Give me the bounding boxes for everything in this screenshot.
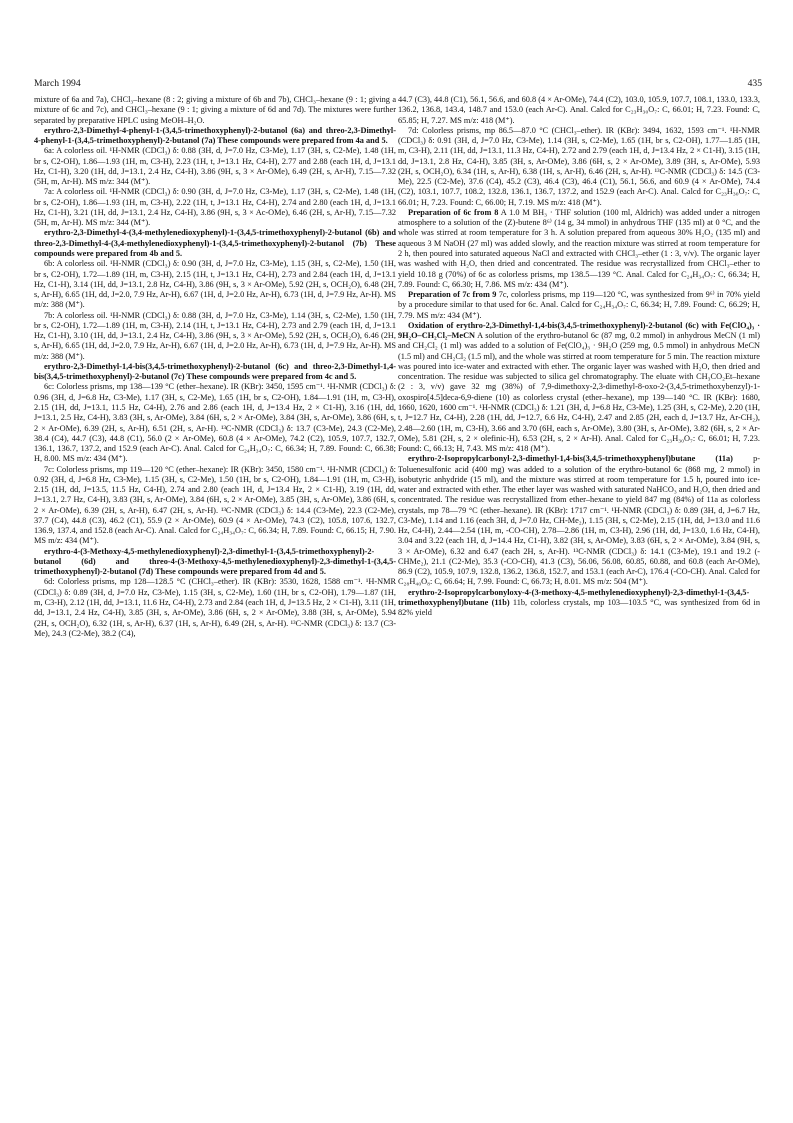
paragraph bbox=[398, 454, 760, 587]
page-number: 435 bbox=[747, 78, 762, 89]
compound-heading: erythro-4-(3-Methoxy-4,5-methylenedioxyphenyl)-2,3-dimethyl-1-(3,4,5-trimethoxyphenyl)-2-butanol (6d) and threo-4-(3-Methoxy-4,5-methylenedioxyphenyl)-2,3-dimethyl-1-(3,4,5-trimethoxyphenyl)-2-butanol (7d) These compounds were prepared from 4d and 5. bbox=[34, 546, 396, 577]
paragraph-label: Preparation of 7c from 9 bbox=[408, 290, 497, 300]
paragraph: mixture of 6a and 7a), CHCl₃–hexane (8 : 2; giving a mixture of 6b and 7b), CHCl₃–hexane (9 : 1; giving a mixture of 6c and 7c), and CHCl₃–hexane (9 : 1; giving a mixture of 6d and 7d). The mixtures were further separated by preparative HPLC using MeOH–H₂O. bbox=[34, 95, 396, 125]
paragraph-label: Oxidation of erythro-2,3-Dimethyl-1,4-bis(3,4,5-trimethoxyphenyl)-2-butanol (6c) with Fe(ClO₄)₃ · 9H₂O–CH₂Cl₂–MeCN bbox=[398, 320, 760, 341]
paragraph: 7c: Colorless prisms, mp 119—120 °C (ether–hexane): IR (KBr): 3450, 1580 cm⁻¹. ¹H-NMR (CDCl₃) δ: 0.92 (3H, d, J=6.8 Hz, C3-Me), 1.15 (3H, s, C2-Me), 1.50 (1H, br s, C2-OH), 1.84—1.91 (1H, m, C3-H), 2.15 (1H, dd, J=13.5, 11.5 Hz, C4-H), 2.74 and 2.80 (each 1H, d, J=13.4 Hz, 2 × C1-H), 3.19 (1H, dd, J=13.1, 2.7 Hz, C4-H), 3.83 (3H, s, Ar-OMe), 3.84 (6H, s, 2 × Ar-OMe), 3.85 (3H, s, Ar-OMe), 3.86 (6H, s, 2 × Ar-OMe), 6.39 (2H, s, Ar-H), 6.47 (2H, s, Ar-H). ¹³C-NMR (CDCl₃) δ: 14.4 (C3-Me), 22.3 (C2-Me), 37.7 (C4), 44.8 (C3), 46.2 (C1), 55.9 (2 × Ar-OMe), 60.9 (4 × Ar-OMe), 74.3 (C2), 105.8, 107.6, 132.7, 136.9, 137.4, and 152.8 (each Ar-C). Anal. Calcd for C₂₄H₃₄O₇: C, 66.34; H, 7.89. Found: C, 66.15; H, 7.90. MS m/z: 434 (M⁺). bbox=[34, 464, 396, 546]
left-column bbox=[34, 95, 396, 1080]
paragraph: 44.7 (C3), 44.8 (C1), 56.1, 56.6, and 60.8 (4 × Ar-OMe), 74.4 (C2), 103.0, 105.9, 107.7, 108.1, 133.0, 133.3, 136.2, 136.8, 143.4, 148.7 and 153.0 (each Ar-C). Anal. Calcd for C₂₃H₃₀O₇: C, 66.01; H, 7.23. Found: C, 65.85; H, 7.27. MS m/z: 418 (M⁺). bbox=[398, 95, 760, 125]
compound-heading: erythro-2,3-Dimethyl-1,4-bis(3,4,5-trimethoxyphenyl)-2-butanol (6c) and threo-2,3-Dimethyl-1,4-bis(3,4,5-trimethoxyphenyl)-2-butanol (7c) These compounds were prepared from 4c and 5. bbox=[34, 361, 396, 382]
paragraph bbox=[398, 588, 760, 619]
paragraph bbox=[398, 321, 760, 454]
paragraph: 6c: Colorless prisms, mp 138—139 °C (ether–hexane). IR (KBr): 3450, 1595 cm⁻¹. ¹H-NMR (CDCl₃) δ: 0.96 (3H, d, J=6.8 Hz, C3-Me), 1.17 (3H, s, C2-Me), 1.65 (1H, br s, C2-OH), 1.84—1.91 (1H, m, C3-H), 2.15 (1H, dd, J=13.1, 11.5 Hz, C4-H), 2.76 and 2.86 (each 1H, d, J=13.4 Hz, 2 × C1-H), 3.16 (1H, dd, J=13.1, 2.5 Hz, C4-H), 3.83 (3H, s, Ar-OMe), 3.84 (6H, s, 2 × Ar-OMe), 3.84 (3H, s, Ar-OMe), 3.86 (6H, s, 2 × Ar-OMe), 6.39 (2H, s, Ar-H), 6.51 (2H, s, Ar-H). ¹³C-NMR (CDCl₃) δ: 13.7 (C3-Me), 24.3 (C2-Me), 38.4 (C4), 44.7 (C3), 44.8 (C1), 56.0 (2 × Ar-OMe), 60.8 (4 × Ar-OMe), 74.2 (C2), 105.9, 107.7, 132.7, 136.1, 136.7, 137.2, and 152.9 (each Ar-C). Anal. Calcd for C₂₄H₃₄O₇: C, 66.34; H, 7.89. Found: C, 66.38; H, 8.00. MS m/z: 434 (M⁺). bbox=[34, 382, 396, 464]
issue-date: March 1994 bbox=[34, 78, 81, 89]
running-header bbox=[34, 78, 762, 92]
paragraph-text: A 1.0 M BH₃ · THF solution (100 ml, Aldrich) was added under a nitrogen atmosphere to a solution of the (Z)-butene 8⁶⁾ (14 g, 34 mmol) in anhydrous THF (135 ml) at 0 °C, and the whole was stirred at room temperature for 3 h. A solution prepared from aqueous 30% H₂O₂ (135 ml) and aqueous 3 M NaOH (27 ml) was added slowly, and the reaction mixture was stirred at room temperature for 2 h, then poured into saturated aqueous NaCl and extracted with CHCl₃–ether (1 : 3, v/v). The organic layer was washed with H₂O, then dried and concentrated. The residue was recrystallized from CHCl₃–ether to yield 10.18 g (70%) of 6c as colorless prisms, mp 138.5—139 °C. Anal. Calcd for C₂₄H₃₄O₇: C, 66.34; H, 7.89. Found: C, 66.30; H, 7.86. MS m/z: 434 (M⁺). bbox=[398, 207, 760, 289]
paragraph bbox=[398, 290, 760, 321]
paragraph-label: erythro-2-Isopropylcarbonyloxy-4-(3-methoxy-4,5-methylenedioxyphenyl)-2,3-dimethyl-1-(3,4,5-trimethoxyphenyl)butane (11b) bbox=[398, 587, 750, 608]
paragraph-text: 11b, colorless crystals, mp 103—103.5 °C, was synthesized from 6d in 82% yield bbox=[398, 598, 760, 618]
paragraph: 7a: A colorless oil. ¹H-NMR (CDCl₃) δ: 0.90 (3H, d, J=7.0 Hz, C3-Me), 1.17 (3H, s, C2-Me), 1.48 (1H, br s, C2-OH), 1.86—1.93 (1H, m, C3-H), 2.22 (1H, t, J=13.1 Hz, C4-H), 2.74 and 2.80 (each 1H, d, J=13.1 Hz, C1-H), 3.21 (1H, dd, J=13.1, 2.4 Hz, C4-H), 3.86 (9H, s, 3 × Ac-OMe), 6.46 (2H, s, Ar-H), 7.15—7.32 (5H, m, Ar-H). MS m/z: 344 (M⁺). bbox=[34, 187, 396, 228]
paragraph: 6a: A colorless oil. ¹H-NMR (CDCl₃) δ: 0.88 (3H, d, J=7.0 Hz, C3-Me), 1.17 (3H, s, C2-Me), 1.48 (1H, br s, C2-OH), 1.86—1.93 (1H, m, C3-H), 2.23 (1H, t, J=13.1 Hz, C4-H), 2.77 and 2.88 (each 1H, d, J=13.1 Hz, C1-H), 3.20 (1H, dd, J=13.1, 2.4 Hz, C4-H), 3.86 (9H, s, 3 × Ar-OMe), 6.49 (2H, s, Ar-H), 7.15—7.32 (5H, m, Ar-H). MS m/z: 344 (M⁺). bbox=[34, 146, 396, 187]
right-column bbox=[398, 95, 760, 1080]
compound-heading: erythro-2,3-Dimethyl-4-phenyl-1-(3,4,5-trimethoxyphenyl)-2-butanol (6a) and threo-2,3-Dimethyl-4-phenyl-1-(3,4,5-trimethoxyphenyl)-2-butanol (7a) These compounds were prepared from 4a and 5. bbox=[34, 125, 396, 146]
paragraph: 7d: Colorless prisms, mp 86.5—87.0 °C (CHCl₃–ether). IR (KBr): 3494, 1632, 1593 cm⁻¹. ¹H-NMR (CDCl₃) δ: 0.91 (3H, d, J=7.0 Hz, C3-Me), 1.14 (3H, s, C2-Me), 1.65 (1H, br s, C2-OH), 1.77—1.85 (1H, m, C3-H), 2.11 (1H, dd, J=13.1, 11.3 Hz, C4-H), 2.72 and 2.79 (each 1H, d, J=13.4 Hz, 2 × C1-H), 3.15 (1H, dd, J=13.1, 2.8 Hz, C4-H), 3.85 (3H, s, Ar-OMe), 3.86 (6H, s, 2 × Ar-OMe), 3.89 (3H, s, Ar-OMe), 5.93 (2H, s, OCH₂O), 6.34 (1H, s, Ar-H), 6.38 (1H, s, Ar-H), 6.46 (2H, s, Ar-H). ¹³C-NMR (CDCl₃) δ: 14.5 (C3-Me), 22.5 (C2-Me), 37.6 (C4), 45.2 (C3), 46.4 (C3), 46.4 (C1), 56.1, 56.6, and 60.9 (4 × Ar-OMe), 74.4 (C2), 103.1, 107.7, 108.2, 132.8, 136.1, 136.7, 137.2, and 152.9 (each Ar-C). Anal. Calcd for C₂₃H₃₀O₇: C, 66.01; H, 7.23. Found: C, 66.00; H, 7.19. MS m/z: 418 (M⁺). bbox=[398, 125, 760, 207]
paragraph-label: Preparation of 6c from 8 bbox=[408, 207, 499, 217]
paragraph-label: erythro-2-Isopropylcarbonyl-2,3-dimethyl-1,4-bis(3,4,5-trimethoxyphenyl)butane (11a) bbox=[408, 454, 733, 464]
compound-heading: erythro-2,3-Dimethyl-4-(3,4-methylenedioxyphenyl)-1-(3,4,5-trimethoxyphenyl)-2-butanol (6b) and threo-2,3-Dimethyl-4-(3,4-methylenedioxyphenyl)-1-(3,4,5-trimethoxyphenyl)-2-butanol (7b) These compounds were prepared from 4b and 5. bbox=[34, 228, 396, 258]
paragraph: 7b: A colorless oil. ¹H-NMR (CDCl₃) δ: 0.88 (3H, d, J=7.0 Hz, C3-Me), 1.14 (3H, s, C2-Me), 1.50 (1H, br s, C2-OH), 1.72—1.89 (1H, m, C3-H), 2.14 (1H, t, J=13.1 Hz, C4-H), 2.73 and 2.79 (each 1H, d, J=13.1 Hz, C1-H), 3.10 (1H, dd, J=13.1, 2.4 Hz, C4-H), 3.86 (9H, s, 3 × Ar-OMe), 5.92 (2H, s, OCH₂O), 6.46 (2H, s, Ar-H), 6.65 (1H, dd, J=2.0, 7.9 Hz, Ar-H), 6.67 (1H, d, J=2.0 Hz, Ar-H), 6.73 (1H, d, J=7.9 Hz, Ar-H). MS m/z: 388 (M⁺). bbox=[34, 310, 396, 361]
paragraph-text: p-Toluenesulfonic acid (400 mg) was added to a solution of the erythro-butanol 6c (868 mg, 2 mmol) in isobutyric anhydride (15 ml), and the mixture was stirred at room temperature for 1.5 h, poured into ice-water and extracted with ether. The ether layer was washed with saturated NaHCO₃ and H₂O, then dried and concentrated. The residue was recrystallized from ether–hexane to yield 847 mg (84%) of 11a as colorless crystals, mp 78—79 °C (ether–hexane). IR (KBr): 1717 cm⁻¹. ¹H-NMR (CDCl₃) δ: 0.89 (3H, d, J=6.7 Hz, C3-Me), 1.14 and 1.16 (each 3H, d, J=7.0 Hz, CH-Me₂), 1.15 (3H, s, C2-Me), 2.15 (1H, dd, J=13.0 and 11.6 Hz, C4-H), 2.44—2.54 (1H, m, -CO-CH), 2.78—2.86 (1H, m, C3-H), 2.96 (1H, dd, J=13.0, 1.6 Hz, C4-H), 3.04 and 3.22 (each 1H, d, J=14.4 Hz, C1-H), 3.82 (3H, s, Ar-OMe), 3.83 (6H, s, 2 × Ar-OMe), 3.84 (9H, s, 3 × Ar-OMe), 6.32 and 6.47 (each 2H, s, Ar-H). ¹³C-NMR (CDCl₃) δ: 14.1 (C3-Me), 19.1 and 19.2 (-CHMe₂), 21.1 (C2-Me), 35.3 (-CO-CH), 41.3 (C3), 56.06, 56.08, 60.85, 60.88, and 60.8 (each Ar-OMe), 86.9 (C2), 105.9, 107.9, 132.8, 136.2, 136.8, 152.7, and 153.1 (each Ar-C), 176.4 (-CO-CH). Anal. Calcd for C₂₈H₄₀O₈: C, 66.64; H, 7.99. Found: C, 66.73; H, 8.01. MS m/z: 504 (M⁺). bbox=[398, 454, 760, 587]
paragraph: 6b: A colorless oil. ¹H-NMR (CDCl₃) δ: 0.90 (3H, d, J=7.0 Hz, C3-Me), 1.15 (3H, s, C2-Me), 1.50 (1H, br s, C2-OH), 1.72—1.89 (1H, m, C3-H), 2.15 (1H, t, J=13.1 Hz, C4-H), 2.73 and 2.84 (each 1H, d, J=13.1 Hz, C1-H), 3.14 (1H, dd, J=13.1, 2.8 Hz, C4-H), 3.86 (9H, s, 3 × Ar-OMe), 5.92 (2H, s, OCH₂O), 6.48 (2H, s, Ar-H), 6.65 (1H, dd, J=2.0, 7.9 Hz, Ar-H), 6.67 (1H, d, J=2.0 Hz, Ar-H), 6.73 (1H, d, J=7.9 Hz, Ar-H). MS m/z: 388 (M⁺). bbox=[34, 259, 396, 310]
paragraph-text: A solution of the erythro-butanol 6c (87 mg, 0.2 mmol) in anhydrous MeCN (1 ml) and CH₂Cl₂ (1 ml) was added to a solution of Fe(ClO₄)₃ · 9H₂O (259 mg, 0.5 mmol) in anhydrous MeCN (1.5 ml) and CH₂Cl₂ (1.5 ml), and the whole was stirred at room temperature for 5 min. The reaction mixture was poured into ice-water and extracted with ether. The organic layer was washed with H₂O, then dried and concentration. The residue was subjected to silica gel chromatography. The eluate with CH₃CO₂Et–hexane (2 : 3, v/v) gave 32 mg (38%) of 7,9-dimethoxy-2,3-dimethyl-8-oxo-2-(3,4,5-trimethoxybenzyl)-1-oxospiro[4.5]deca-6,9-diene (10) as colorless crystal (ether–hexane), mp 139—140 °C. IR (KBr): 1680, 1660, 1620, 1600 cm⁻¹. ¹H-NMR (CDCl₃) δ: 1.21 (3H, d, J=6.8 Hz, C3-Me), 1.25 (3H, s, C2-Me), 2.20 (1H, t, J=12.7 Hz, C4-H), 2.28 (1H, dd, J=12.7, 6.6 Hz, C4-H), 2.47 and 2.85 (2H, each d, J=13.7 Hz, Ar-CH₂), 2.48—2.60 (1H, m, C3-H), 3.66 and 3.70 (6H, each s, Ar-OMe), 3.80 (3H, s, Ar-OMe), 3.82 (6H, s, 2 × Ar-OMe), 5.81 (2H, s, 2 × olefinic-H), 6.53 (2H, s, 2 × Ar-H). Anal. Calcd for C₂₃H₃₀O₇: C, 66.01; H, 7.23. Found: C, 66.13; H, 7.43. MS m/z: 418 (M⁺). bbox=[398, 331, 760, 454]
paragraph bbox=[398, 208, 760, 290]
paragraph: 6d: Colorless prisms, mp 128—128.5 °C (CHCl₃–ether). IR (KBr): 3530, 1628, 1588 cm⁻¹. ¹H-NMR (CDCl₃) δ: 0.89 (3H, d, J=7.0 Hz, C3-Me), 1.15 (3H, s, C2-Me), 1.60 (1H, br s, C2-OH), 1.79—1.87 (1H, m, C3-H), 2.12 (1H, dd, J=13.1, 11.6 Hz, C4-H), 2.73 and 2.84 (each 1H, d, J=13.5 Hz, 2 × C1-H), 3.11 (1H, dd, J=13.1, 2.4 Hz, C4-H), 3.85 (3H, s, Ar-OMe), 3.86 (6H, s, 2 × Ar-OMe), 3.88 (3H, s, Ar-OMe), 5.94 (2H, s, OCH₂O), 6.32 (1H, s, Ar-H), 6.37 (1H, s, Ar-H), 6.49 (2H, s, Ar-H). ¹³C-NMR (CDCl₃) δ: 13.7 (C3-Me), 24.3 (C2-Me), 38.2 (C4), bbox=[34, 577, 396, 638]
paragraph-text: 7c, colorless prisms, mp 119—120 °C, was synthesized from 9⁶⁾ in 70% yield by a procedure similar to that used for 6c. Anal. Calcd for C₂₄H₃₄O₇: C, 66.34; H, 7.89. Found: C, 66.29; H, 7.79. MS m/z: 434 (M⁺). bbox=[398, 290, 760, 320]
